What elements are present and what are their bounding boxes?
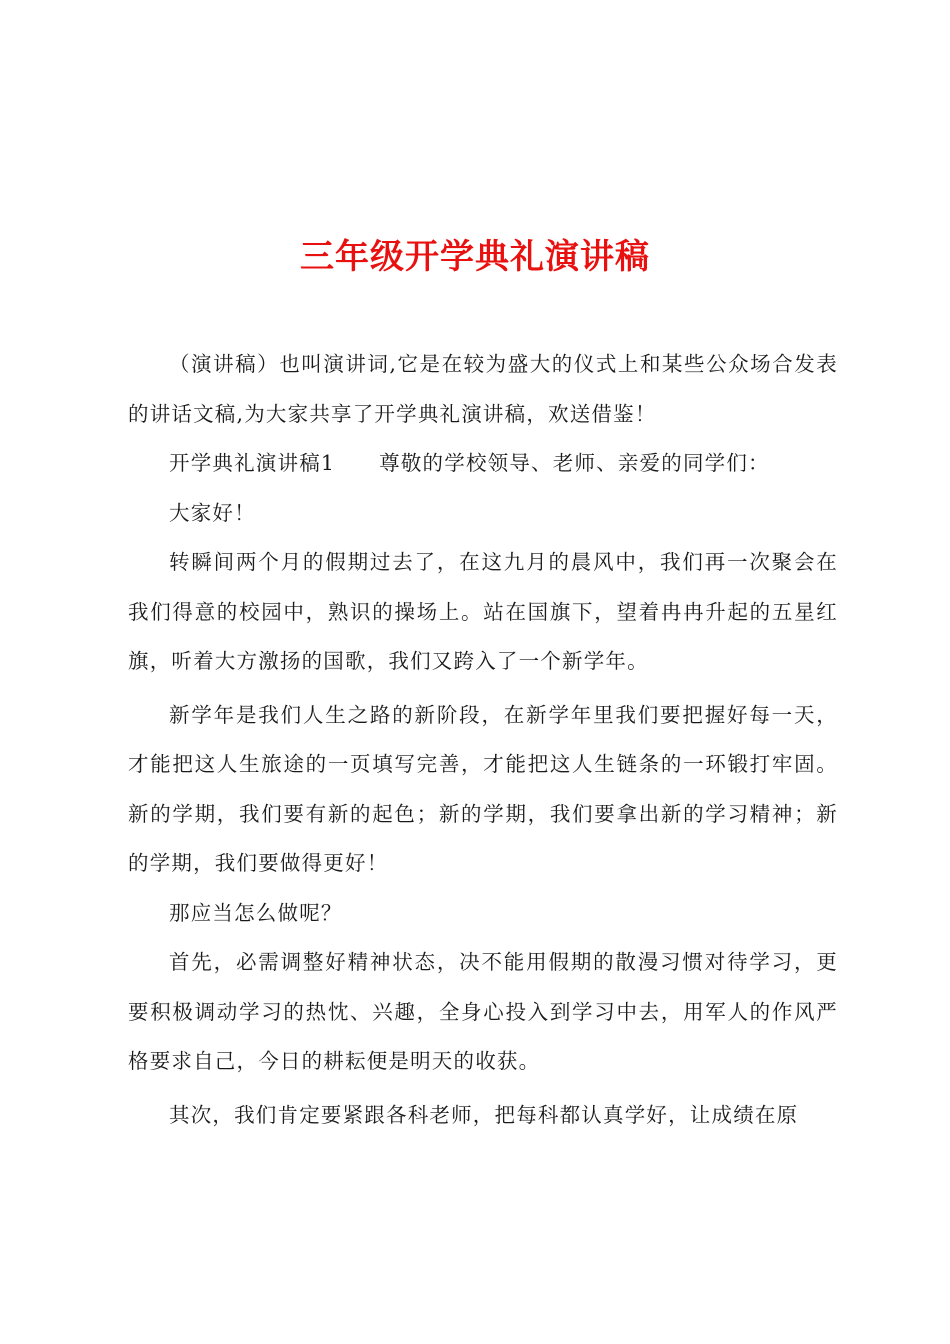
body-paragraph: 新学年是我们人生之路的新阶段，在新学年里我们要把握好每一天，才能把这人生旅途的一页填写完善，才能把这人生链条的一环锻打牢固。新的学期，我们要有新的起色；新的学期，我们要拿出新的学习精神；新的学期，我们要做得更好！	[128, 702, 838, 875]
body-paragraph: 其次，我们肯定要紧跟各科老师，把每科都认真学好，让成绩在原	[169, 1102, 799, 1127]
intro-paragraph: （演讲稿）也叫演讲词,它是在较为盛大的仪式上和某些公众场合发表的讲话文稿,为大家共享了开学典礼演讲稿，欢送借鉴！	[128, 352, 838, 426]
speech-heading-line	[128, 439, 838, 489]
body-paragraph: 转瞬间两个月的假期过去了，在这九月的晨风中，我们再一次聚会在我们得意的校园中，熟识的操场上。站在国旗下，望着冉冉升起的五星红旗，听着大方激扬的国歌，我们又跨入了一个新学年。	[128, 550, 838, 673]
question-paragraph: 那应当怎么做呢？	[169, 900, 343, 925]
salutation: 尊敬的学校领导、老师、亲爱的同学们：	[379, 451, 770, 475]
document-title: 三年级开学典礼演讲稿	[300, 236, 650, 277]
speech-heading: 开学典礼演讲稿1	[169, 451, 336, 475]
document-body	[128, 340, 838, 1140]
greeting-paragraph: 大家好！	[169, 500, 256, 525]
body-paragraph: 首先，必需调整好精神状态，决不能用假期的散漫习惯对待学习，更要积极调动学习的热忱、兴趣，全身心投入到学习中去，用军人的作风严格要求自己，今日的耕耘便是明天的收获。	[128, 950, 838, 1073]
